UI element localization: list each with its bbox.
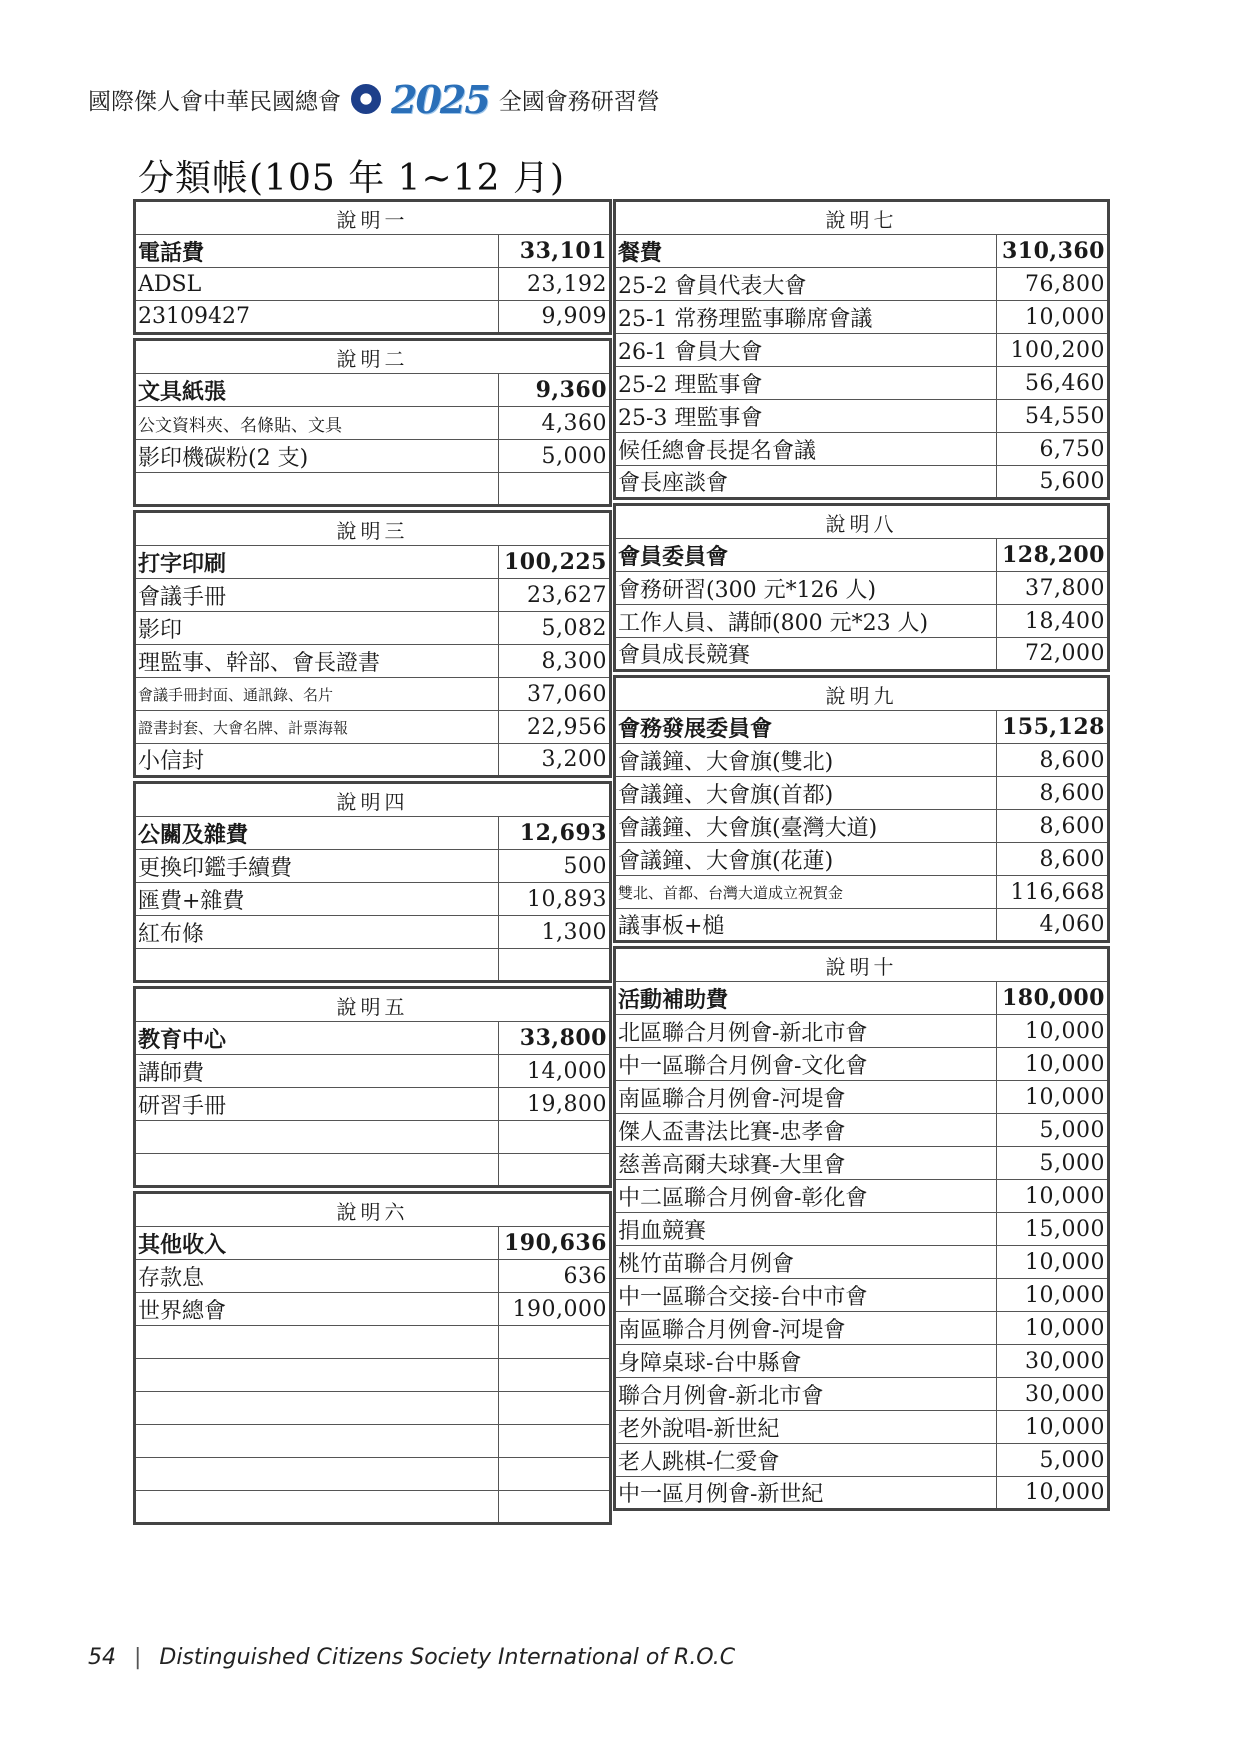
row-label <box>135 1326 499 1359</box>
row-amount <box>499 473 611 506</box>
row-amount <box>499 949 611 982</box>
table-row <box>615 1411 1109 1444</box>
row-amount: 190,000 <box>499 1293 611 1326</box>
table-row <box>135 1293 611 1326</box>
row-label: 紅布條 <box>135 916 499 949</box>
row-amount: 5,000 <box>997 1114 1109 1147</box>
row-amount: 9,909 <box>499 301 611 334</box>
row-amount: 23,627 <box>499 579 611 612</box>
row-amount: 128,200 <box>997 539 1109 572</box>
row-amount: 180,000 <box>997 982 1109 1015</box>
row-amount <box>499 1359 611 1392</box>
section-heading-row <box>615 948 1109 982</box>
document-title: 分類帳(105 年 1~12 月) <box>138 158 566 199</box>
row-amount <box>499 1458 611 1491</box>
table-row <box>615 1114 1109 1147</box>
table-row <box>135 1055 611 1088</box>
row-label <box>135 1359 499 1392</box>
row-label: 會員成長競賽 <box>615 638 997 671</box>
row-amount: 76,800 <box>997 268 1109 301</box>
year-logo: 2025 <box>391 76 489 122</box>
table-row <box>615 876 1109 909</box>
row-label: 世界總會 <box>135 1293 499 1326</box>
row-label: 會議手冊封面、通訊錄、名片 <box>135 678 499 711</box>
section-heading: 說明一 <box>135 201 611 235</box>
row-label <box>135 1392 499 1425</box>
table-row <box>615 810 1109 843</box>
section-heading-row <box>135 783 611 817</box>
row-label: 匯費+雜費 <box>135 883 499 916</box>
row-amount: 10,000 <box>997 301 1109 334</box>
section-total-row <box>135 1022 611 1055</box>
row-label: 捐血競賽 <box>615 1213 997 1246</box>
section-heading-row <box>615 201 1109 235</box>
table-row <box>615 1444 1109 1477</box>
row-amount: 33,800 <box>499 1022 611 1055</box>
row-label <box>135 1425 499 1458</box>
table-row <box>615 1015 1109 1048</box>
row-label: 老人跳棋-仁愛會 <box>615 1444 997 1477</box>
row-amount: 100,200 <box>997 334 1109 367</box>
table-row <box>615 367 1109 400</box>
row-label <box>135 473 499 506</box>
row-label: 影印機碳粉(2 支) <box>135 440 499 473</box>
row-label: 會議鐘、大會旗(首都) <box>615 777 997 810</box>
section-total-row <box>135 235 611 268</box>
row-amount: 9,360 <box>499 374 611 407</box>
row-label: ADSL <box>135 268 499 301</box>
row-label: 電話費 <box>135 235 499 268</box>
row-amount: 10,000 <box>997 1477 1109 1510</box>
row-label: 小信封 <box>135 744 499 777</box>
row-label: 工作人員、講師(800 元*23 人) <box>615 605 997 638</box>
table-row <box>615 1246 1109 1279</box>
org-name: 國際傑人會中華民國總會 <box>88 88 341 115</box>
row-label: 研習手冊 <box>135 1088 499 1121</box>
section-heading-row <box>615 505 1109 539</box>
table-row <box>135 744 611 777</box>
row-label: 會長座談會 <box>615 466 997 499</box>
row-amount: 8,600 <box>997 810 1109 843</box>
row-amount: 8,300 <box>499 645 611 678</box>
section-heading: 說明三 <box>135 512 611 546</box>
row-label: 會議鐘、大會旗(雙北) <box>615 744 997 777</box>
table-row <box>135 440 611 473</box>
ledger-section <box>133 338 612 507</box>
row-label <box>135 1154 499 1187</box>
row-label: 會務發展委員會 <box>615 711 997 744</box>
row-amount: 5,000 <box>499 440 611 473</box>
table-row <box>135 268 611 301</box>
table-row <box>615 572 1109 605</box>
row-label: 25-1 常務理監事聯席會議 <box>615 301 997 334</box>
table-row <box>615 605 1109 638</box>
row-amount: 190,636 <box>499 1227 611 1260</box>
section-heading: 說明九 <box>615 677 1109 711</box>
section-total-row <box>135 374 611 407</box>
row-label: 會議鐘、大會旗(臺灣大道) <box>615 810 997 843</box>
row-amount: 3,200 <box>499 744 611 777</box>
row-amount: 5,000 <box>997 1444 1109 1477</box>
row-amount: 10,000 <box>997 1279 1109 1312</box>
row-amount: 10,000 <box>997 1411 1109 1444</box>
row-amount: 10,000 <box>997 1048 1109 1081</box>
ledger-section <box>613 675 1110 943</box>
row-label: 證書封套、大會名牌、計票海報 <box>135 711 499 744</box>
table-row <box>615 1147 1109 1180</box>
row-amount: 636 <box>499 1260 611 1293</box>
table-row <box>135 579 611 612</box>
row-amount: 4,060 <box>997 909 1109 942</box>
section-total-row <box>615 539 1109 572</box>
row-amount: 100,225 <box>499 546 611 579</box>
row-label: 公文資料夾、名條貼、文具 <box>135 407 499 440</box>
table-row <box>135 1088 611 1121</box>
row-label: 老外說唱-新世紀 <box>615 1411 997 1444</box>
row-amount: 10,000 <box>997 1246 1109 1279</box>
row-amount: 4,360 <box>499 407 611 440</box>
row-amount: 30,000 <box>997 1378 1109 1411</box>
row-label: 聯合月例會-新北市會 <box>615 1378 997 1411</box>
row-amount <box>499 1425 611 1458</box>
table-row <box>135 301 611 334</box>
table-row <box>135 612 611 645</box>
row-amount: 18,400 <box>997 605 1109 638</box>
row-label <box>135 1491 499 1524</box>
section-total-row <box>615 982 1109 1015</box>
row-label: 南區聯合月例會-河堤會 <box>615 1312 997 1345</box>
section-total-row <box>615 235 1109 268</box>
row-label: 25-2 會員代表大會 <box>615 268 997 301</box>
row-amount: 10,893 <box>499 883 611 916</box>
row-amount <box>499 1326 611 1359</box>
table-row <box>615 909 1109 942</box>
row-amount: 37,060 <box>499 678 611 711</box>
table-row <box>135 1154 611 1187</box>
table-row <box>135 1326 611 1359</box>
row-label: 公關及雜費 <box>135 817 499 850</box>
section-heading-row <box>615 677 1109 711</box>
table-row <box>615 433 1109 466</box>
row-label: 中一區月例會-新世紀 <box>615 1477 997 1510</box>
row-amount: 56,460 <box>997 367 1109 400</box>
row-label: 活動補助費 <box>615 982 997 1015</box>
table-row <box>615 744 1109 777</box>
row-label: 26-1 會員大會 <box>615 334 997 367</box>
row-amount: 10,000 <box>997 1081 1109 1114</box>
row-label: 影印 <box>135 612 499 645</box>
table-row <box>615 1378 1109 1411</box>
row-label: 25-2 理監事會 <box>615 367 997 400</box>
row-amount: 30,000 <box>997 1345 1109 1378</box>
section-heading: 說明四 <box>135 783 611 817</box>
row-label: 理監事、幹部、會長證書 <box>135 645 499 678</box>
section-heading-row <box>135 1193 611 1227</box>
table-row <box>615 1180 1109 1213</box>
table-row <box>615 1477 1109 1510</box>
row-amount: 23,192 <box>499 268 611 301</box>
row-amount: 116,668 <box>997 876 1109 909</box>
table-row <box>615 1213 1109 1246</box>
row-label: 桃竹苗聯合月例會 <box>615 1246 997 1279</box>
footer-org-name: Distinguished Citizens Society International of R.O.C <box>159 1645 736 1670</box>
table-row <box>615 1081 1109 1114</box>
org-seal-icon <box>351 84 381 114</box>
row-label <box>135 949 499 982</box>
table-row <box>615 777 1109 810</box>
row-label: 存款息 <box>135 1260 499 1293</box>
event-name: 全國會務研習營 <box>498 88 660 115</box>
ledger-section <box>133 986 612 1188</box>
row-label: 慈善高爾夫球賽-大里會 <box>615 1147 997 1180</box>
table-row <box>135 1392 611 1425</box>
table-row <box>135 711 611 744</box>
section-total-row <box>135 546 611 579</box>
row-amount: 8,600 <box>997 843 1109 876</box>
table-row <box>615 301 1109 334</box>
table-row <box>615 466 1109 499</box>
row-label: 會議鐘、大會旗(花蓮) <box>615 843 997 876</box>
row-amount: 15,000 <box>997 1213 1109 1246</box>
row-label: 其他收入 <box>135 1227 499 1260</box>
row-amount: 14,000 <box>499 1055 611 1088</box>
row-amount: 6,750 <box>997 433 1109 466</box>
row-label: 講師費 <box>135 1055 499 1088</box>
page-header <box>88 64 660 134</box>
table-row <box>135 916 611 949</box>
section-total-row <box>135 817 611 850</box>
row-amount: 10,000 <box>997 1312 1109 1345</box>
section-heading: 說明七 <box>615 201 1109 235</box>
ledger <box>133 199 1107 1609</box>
row-label <box>135 1458 499 1491</box>
row-label: 身障桌球-台中縣會 <box>615 1345 997 1378</box>
table-row <box>135 1458 611 1491</box>
table-row <box>615 334 1109 367</box>
ledger-section <box>133 1191 612 1525</box>
page-footer <box>88 1645 735 1670</box>
table-row <box>135 1260 611 1293</box>
row-amount: 72,000 <box>997 638 1109 671</box>
row-amount <box>499 1392 611 1425</box>
row-label: 南區聯合月例會-河堤會 <box>615 1081 997 1114</box>
section-total-row <box>135 1227 611 1260</box>
table-row <box>135 678 611 711</box>
row-amount: 500 <box>499 850 611 883</box>
section-heading-row <box>135 988 611 1022</box>
table-row <box>135 1359 611 1392</box>
row-amount: 54,550 <box>997 400 1109 433</box>
row-amount: 10,000 <box>997 1015 1109 1048</box>
row-label: 會務研習(300 元*126 人) <box>615 572 997 605</box>
table-row <box>615 638 1109 671</box>
table-row <box>135 473 611 506</box>
table-row <box>135 883 611 916</box>
table-row <box>615 400 1109 433</box>
row-label: 文具紙張 <box>135 374 499 407</box>
section-heading: 說明五 <box>135 988 611 1022</box>
section-heading: 說明六 <box>135 1193 611 1227</box>
row-label: 打字印刷 <box>135 546 499 579</box>
table-row <box>615 1048 1109 1081</box>
ledger-section <box>613 199 1110 500</box>
row-label: 中一區聯合月例會-文化會 <box>615 1048 997 1081</box>
section-heading-row <box>135 512 611 546</box>
page-number: 54 <box>88 1645 116 1670</box>
row-label: 更換印鑑手續費 <box>135 850 499 883</box>
row-amount: 22,956 <box>499 711 611 744</box>
row-amount: 19,800 <box>499 1088 611 1121</box>
row-amount: 155,128 <box>997 711 1109 744</box>
row-label: 23109427 <box>135 301 499 334</box>
row-amount <box>499 1154 611 1187</box>
row-amount: 10,000 <box>997 1180 1109 1213</box>
table-row <box>615 268 1109 301</box>
row-label: 傑人盃書法比賽-忠孝會 <box>615 1114 997 1147</box>
row-label: 餐費 <box>615 235 997 268</box>
table-row <box>615 1345 1109 1378</box>
row-amount: 1,300 <box>499 916 611 949</box>
ledger-left-column <box>133 199 609 1609</box>
ledger-section <box>613 946 1110 1511</box>
section-heading: 說明十 <box>615 948 1109 982</box>
row-label: 中一區聯合交接-台中市會 <box>615 1279 997 1312</box>
row-amount: 12,693 <box>499 817 611 850</box>
table-row <box>135 949 611 982</box>
section-heading: 說明二 <box>135 340 611 374</box>
row-label: 會議手冊 <box>135 579 499 612</box>
row-label: 北區聯合月例會-新北市會 <box>615 1015 997 1048</box>
table-row <box>615 843 1109 876</box>
row-amount: 5,600 <box>997 466 1109 499</box>
ledger-section <box>133 510 612 778</box>
row-amount: 37,800 <box>997 572 1109 605</box>
row-amount: 33,101 <box>499 235 611 268</box>
table-row <box>135 1425 611 1458</box>
row-amount <box>499 1121 611 1154</box>
table-row <box>135 1491 611 1524</box>
row-label: 25-3 理監事會 <box>615 400 997 433</box>
section-heading-row <box>135 340 611 374</box>
table-row <box>135 407 611 440</box>
ledger-section <box>613 503 1110 672</box>
table-row <box>135 1121 611 1154</box>
row-label: 雙北、首都、台灣大道成立祝賀金 <box>615 876 997 909</box>
row-label <box>135 1121 499 1154</box>
row-label: 候任總會長提名會議 <box>615 433 997 466</box>
row-amount <box>499 1491 611 1524</box>
row-label: 議事板+槌 <box>615 909 997 942</box>
table-row <box>135 850 611 883</box>
row-amount: 310,360 <box>997 235 1109 268</box>
row-amount: 5,000 <box>997 1147 1109 1180</box>
table-row <box>615 1312 1109 1345</box>
table-row <box>135 645 611 678</box>
section-heading: 說明八 <box>615 505 1109 539</box>
ledger-right-column <box>613 199 1107 1609</box>
row-amount: 5,082 <box>499 612 611 645</box>
row-label: 中二區聯合月例會-彰化會 <box>615 1180 997 1213</box>
section-heading-row <box>135 201 611 235</box>
row-label: 會員委員會 <box>615 539 997 572</box>
footer-separator: | <box>134 1645 142 1670</box>
ledger-section <box>133 781 612 983</box>
ledger-section <box>133 199 612 335</box>
section-total-row <box>615 711 1109 744</box>
row-amount: 8,600 <box>997 744 1109 777</box>
table-row <box>615 1279 1109 1312</box>
row-label: 教育中心 <box>135 1022 499 1055</box>
row-amount: 8,600 <box>997 777 1109 810</box>
